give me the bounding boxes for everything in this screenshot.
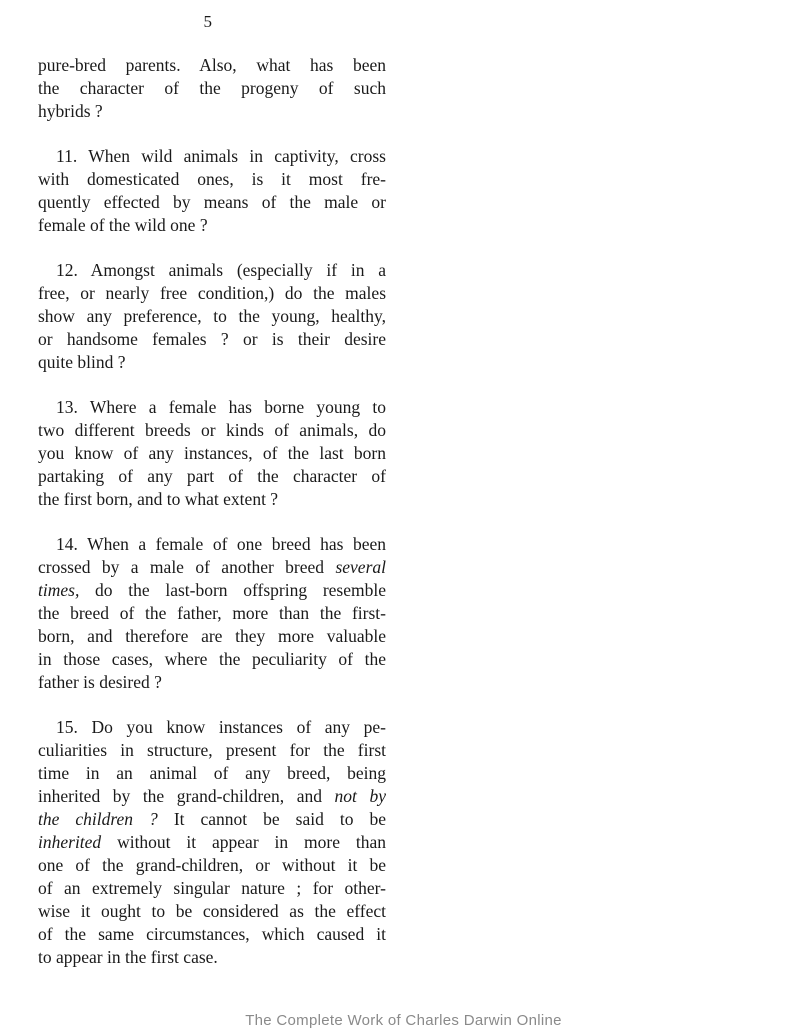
paragraph-gap [38,374,386,396]
text-line: time in an animal of any breed, being [38,763,386,783]
text-line: in those cases, where the peculiarity of the [38,649,386,669]
text-line: 11. When wild animals in captivity, cross [56,146,386,166]
text-line: wise it ought to be considered as the effect [38,901,386,921]
question-15 [38,716,386,969]
question-11 [38,145,386,237]
page-number: 5 [203,12,213,31]
text-line: quently effected by means of the male or [38,192,386,212]
text-line [38,556,386,579]
text-line: 12. Amongst animals (especially if in a [56,260,386,280]
italic-text: the children ? [38,809,158,829]
text-run: without it appear in more than [101,832,386,852]
text-line: to appear in the first case. [38,947,218,967]
question-13 [38,396,386,511]
text-line: born, and therefore are they more valuable [38,626,386,646]
text-line: quite blind ? [38,352,126,372]
text-line [38,831,386,854]
text-line: 15. Do you know instances of any pe- [56,717,386,737]
text-line: partaking of any part of the character of [38,466,386,486]
text-line: the breed of the father, more than the first- [38,603,386,623]
text-run: crossed by a male of another breed [38,557,336,577]
text-line: father is desired ? [38,672,162,692]
italic-text: times, [38,580,80,600]
text-line: 14. When a female of one breed has been [56,534,386,554]
text-line [38,579,386,602]
text-line: hybrids ? [38,101,103,121]
text-run: inherited by the grand-children, and [38,786,335,806]
paragraph-gap [38,511,386,533]
text-line: or handsome females ? or is their desire [38,329,386,349]
text-line: 13. Where a female has borne young to [56,397,386,417]
text-line: of an extremely singular nature ; for other- [38,878,386,898]
paragraph-continuation [38,54,386,123]
paragraph-gap [38,123,386,145]
text-line [38,785,386,808]
question-14 [38,533,386,694]
text-line: pure-bred parents. Also, what has been [38,55,386,75]
text-line: free, or nearly free condition,) do the males [38,283,386,303]
text-line [38,808,386,831]
italic-text: several [335,557,386,577]
text-line: two different breeds or kinds of animals, do [38,420,386,440]
text-run: do the last-born offspring resemble [79,580,386,600]
text-line: female of the wild one ? [38,215,208,235]
text-line: of the same circumstances, which caused it [38,924,386,944]
question-12 [38,259,386,374]
text-line: with domesticated ones, is it most fre- [38,169,386,189]
text-line: show any preference, to the young, healthy, [38,306,386,326]
text-line: the character of the progeny of such [38,78,386,98]
text-line: the first born, and to what extent ? [38,489,279,509]
text-line: culiarities in structure, present for the first [38,740,386,760]
watermark-footer: The Complete Work of Charles Darwin Online [245,1012,562,1029]
text-line: one of the grand-children, or without it be [38,855,386,875]
text-run: It cannot be said to be [157,809,386,829]
document-body [38,54,386,969]
text-line: you know of any instances, of the last born [38,443,386,463]
paragraph-gap [38,237,386,259]
italic-text: inherited [38,832,102,852]
italic-text: not by [334,786,386,806]
paragraph-gap [38,694,386,716]
